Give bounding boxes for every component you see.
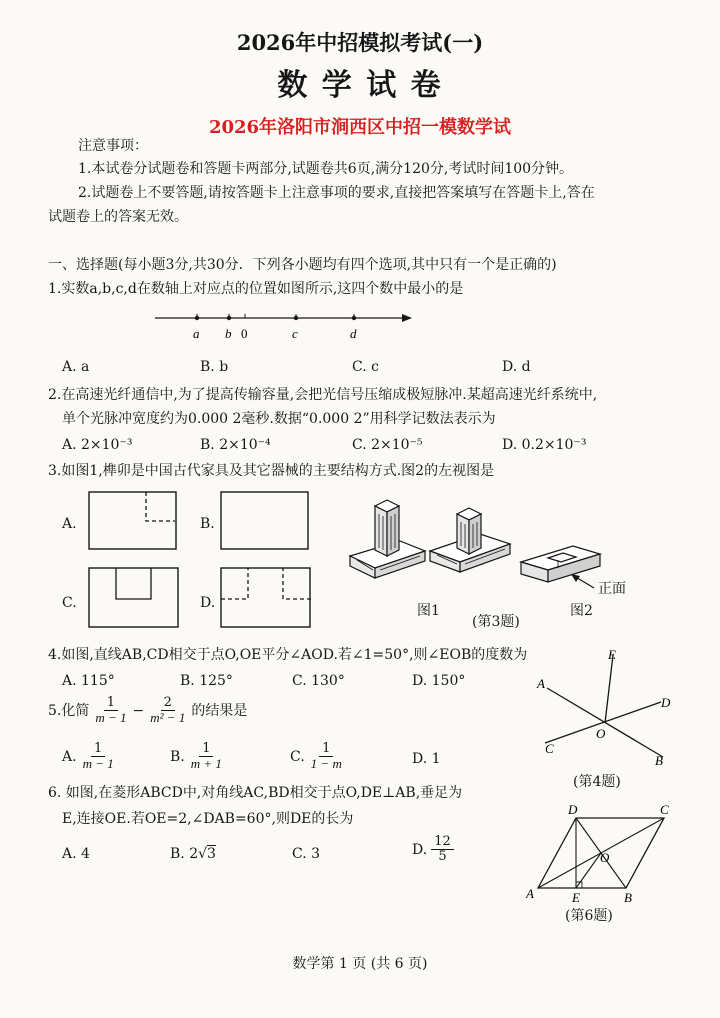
q6-option-a: A. 4 <box>62 846 90 862</box>
q4-option-a: A. 115° <box>62 673 115 689</box>
axis-label-d: d <box>350 326 357 341</box>
q4-option-c: C. 130° <box>292 673 345 689</box>
q3-figure-2-caption: 图2 <box>570 603 593 619</box>
front-arrow-icon <box>568 572 598 592</box>
q3-option-a-label: A. <box>62 516 77 532</box>
q1-option-c: C. c <box>352 359 379 375</box>
exam-title: 2026年中招模拟考试(一) <box>236 30 484 55</box>
q2-option-c: C. 2×10⁻⁵ <box>352 437 423 453</box>
q5-fraction-2: $\frac{2}{\text{m² − 1}}$ <box>150 695 186 725</box>
q5-prefix: 5.化简 <box>48 702 90 719</box>
q6-label-c: C <box>660 802 669 817</box>
q5-option-a: A. $\frac{1}{m - 1}$ <box>62 741 114 771</box>
q4-label-o: O <box>596 726 606 741</box>
q2-line1: 2.在高速光纤通信中,为了提高传输容量,会把光信号压缩成极短脉冲.某超高速光纤系统中, <box>48 387 598 403</box>
q6-label-a: A <box>526 886 534 901</box>
q2-option-a: A. 2×10⁻³ <box>62 437 133 453</box>
q2-option-d: D. 0.2×10⁻³ <box>502 437 587 453</box>
q3-option-a-view <box>88 491 178 551</box>
q4-label-a: A <box>537 676 545 691</box>
red-stamp-text: 2026年洛阳市涧西区中招一模数学试 <box>208 117 512 138</box>
q3-caption: (第3题) <box>472 614 520 630</box>
q6-line2: E,连接OE.若OE=2,∠DAB=60°,则DE的长为 <box>62 811 354 827</box>
q6-line1: 6. 如图,在菱形ABCD中,对角线AC,BD相交于点O,DE⊥AB,垂足为 <box>48 785 463 801</box>
axis-label-c: c <box>292 326 298 341</box>
section1-heading: 一、选择题(每小题3分,共30分．下列各小题均有四个选项,其中只有一个是正确的) <box>48 257 557 273</box>
q4-figure <box>525 645 685 770</box>
q4-label-e: E <box>608 647 616 662</box>
q3-stem: 3.如图1,榫卯是中国古代家具及其它器械的主要结构方式.图2的左视图是 <box>48 463 495 479</box>
q6-label-e: E <box>572 890 580 905</box>
q4-stem: 4.如图,直线AB,CD相交于点O,OE平分∠AOD.若∠1=50°,则∠EOB的度数为 <box>48 647 528 663</box>
q5-suffix: 的结果是 <box>191 702 248 719</box>
q5-option-d: D. 1 <box>412 751 441 767</box>
notice-item-2-line1: 2.试题卷上不要答题,请按答题卡上注意事项的要求,直接把答案填写在答题卡上,答在 <box>78 185 595 201</box>
q1-option-b: B. b <box>200 359 229 375</box>
q5-stem <box>48 696 247 725</box>
q6-figure <box>520 800 680 910</box>
q4-option-b: B. 125° <box>180 673 233 689</box>
q5-option-c: C. $\frac{1}{1 - m}$ <box>290 741 342 771</box>
subject-title: 数 学 试 卷 <box>277 68 443 103</box>
q6-label-b: B <box>624 890 632 905</box>
q1-option-d: D. d <box>502 359 531 375</box>
q1-stem: 1.实数a,b,c,d在数轴上对应点的位置如图所示,这四个数中最小的是 <box>48 281 464 297</box>
q6-option-b: B. 2√3 <box>170 846 216 862</box>
q3-figure-1-caption: 图1 <box>417 603 440 619</box>
q4-option-d: D. 150° <box>412 673 466 689</box>
page-footer: 数学第 1 页 (共 6 页) <box>292 956 428 972</box>
q4-label-c: C <box>545 741 554 756</box>
q6-option-c: C. 3 <box>292 846 321 862</box>
q4-caption: (第4题) <box>573 774 621 790</box>
q6-label-d: D <box>568 802 578 817</box>
notice-heading: 注意事项： <box>78 138 148 154</box>
notice-item-2-line2: 试题卷上的答案无效。 <box>48 209 188 225</box>
q5-fraction-1: $\frac{1}{m - 1}$ <box>95 695 127 725</box>
q4-label-b: B <box>655 753 663 768</box>
q5-option-b: B. $\frac{1}{m + 1}$ <box>170 741 222 771</box>
q1-number-line <box>150 308 415 348</box>
sqrt-icon: √ <box>198 846 208 862</box>
q3-option-d-view <box>220 567 312 629</box>
q6-option-d: D. $\frac{12}{5}$ <box>412 835 454 864</box>
q3-option-c-label: C. <box>62 595 77 611</box>
q4-label-d: D <box>661 695 671 710</box>
q3-figure-1 <box>345 486 515 586</box>
q3-front-label: 正面 <box>598 581 626 597</box>
axis-label-0: 0 <box>241 326 248 341</box>
q1-option-a: A. a <box>62 359 90 375</box>
q2-option-b: B. 2×10⁻⁴ <box>200 437 271 453</box>
axis-label-a: a <box>193 326 200 341</box>
q3-option-c-view <box>88 567 180 629</box>
notice-item-1: 1.本试卷分试题卷和答题卡两部分,试题卷共6页,满分120分,考试时间100分钟。 <box>78 161 574 177</box>
q3-option-b-label: B. <box>200 516 215 532</box>
q3-option-b-view <box>220 491 310 551</box>
q2-line2: 单个光脉冲宽度约为0.000 2毫秒.数据“0.000 2”用科学记数法表示为 <box>62 411 496 427</box>
axis-label-b: b <box>225 326 232 341</box>
q6-caption: (第6题) <box>565 908 613 924</box>
q5-minus: − <box>132 702 145 719</box>
q6-label-o: O <box>600 850 610 865</box>
q3-option-d-label: D. <box>200 595 216 611</box>
